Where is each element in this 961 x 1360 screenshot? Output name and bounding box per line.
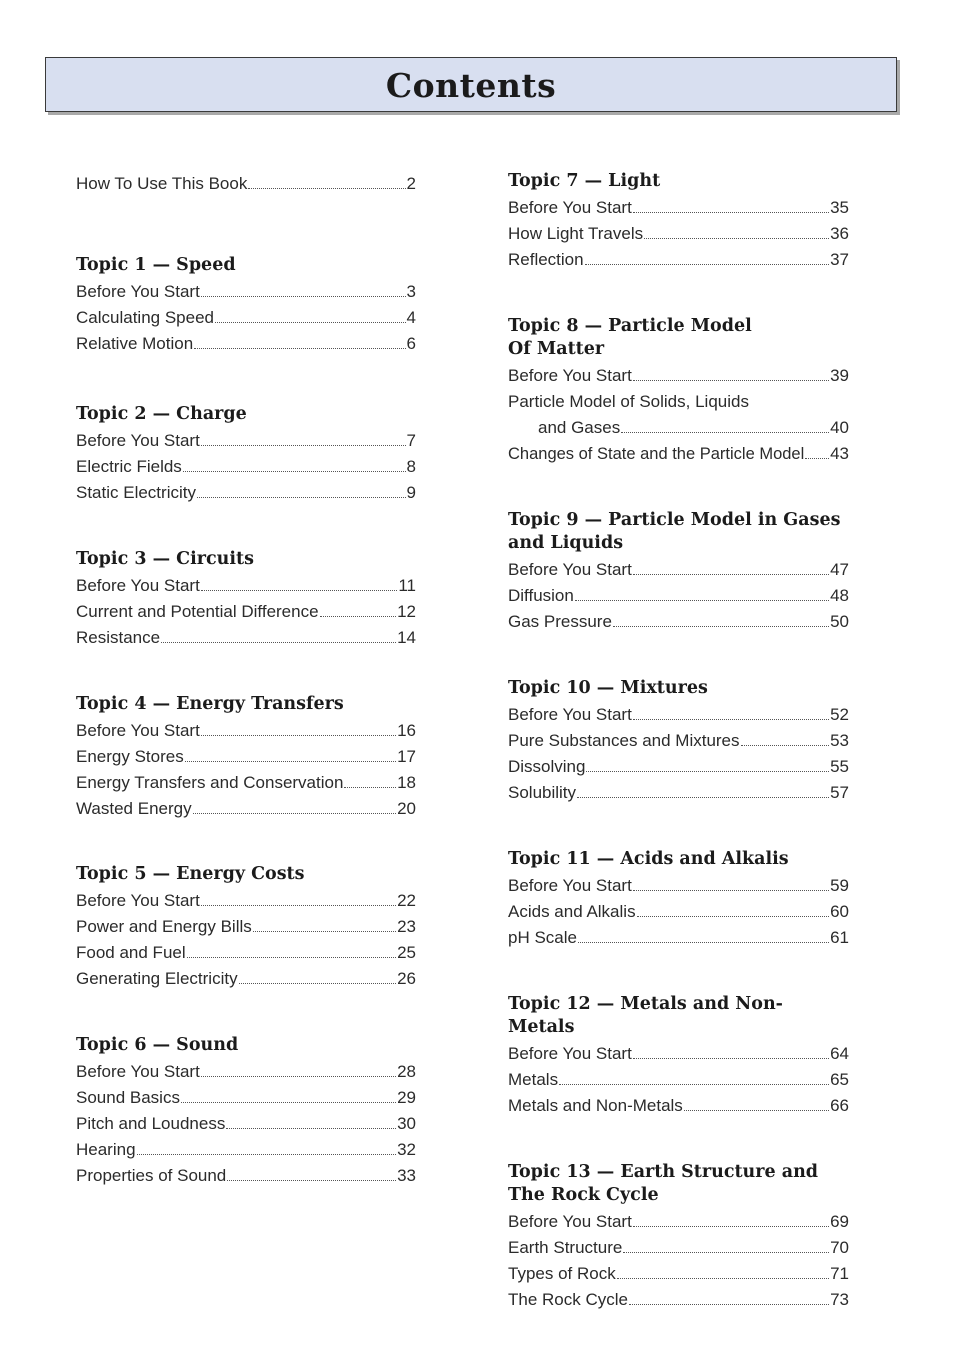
toc-entry-label: Gas Pressure	[508, 612, 612, 631]
toc-page-number: 28	[397, 1062, 416, 1081]
topic-heading: Topic 2 — Charge	[76, 404, 247, 424]
toc-entry-label: pH Scale	[508, 928, 577, 947]
toc-entry[interactable]	[76, 914, 416, 940]
dot-leader	[344, 787, 396, 788]
toc-page-number: 22	[397, 891, 416, 910]
toc-entry-label: Solubility	[508, 783, 577, 802]
toc-page-number: 37	[830, 250, 849, 269]
contents-header-banner	[45, 57, 897, 112]
dot-leader	[201, 445, 406, 446]
toc-entry-label: How To Use This Book	[76, 174, 248, 193]
dot-leader	[621, 432, 829, 433]
topic-heading-line: The Rock Cycle	[508, 1185, 659, 1205]
topic-heading-line: Topic 8 — Particle Model	[508, 316, 752, 336]
dot-leader	[248, 188, 405, 189]
toc-page-number: 32	[397, 1140, 416, 1159]
toc-entry[interactable]	[76, 573, 416, 599]
toc-entry-label: Energy Stores	[76, 747, 184, 766]
toc-entry-label: Before You Start	[76, 431, 200, 450]
dot-leader	[226, 1128, 396, 1129]
toc-page-number: 4	[406, 308, 416, 327]
toc-page-number: 57	[830, 783, 849, 802]
toc-entry-label: Static Electricity	[76, 483, 196, 502]
topic-section-5	[76, 863, 416, 992]
toc-page-number: 26	[397, 969, 416, 988]
toc-page-number: 12	[397, 602, 416, 621]
toc-entry-label: Energy Transfers and Conservation	[76, 773, 344, 792]
dot-leader	[161, 642, 396, 643]
toc-page-number: 8	[406, 457, 416, 476]
dot-leader	[633, 212, 829, 213]
dot-leader	[633, 1058, 829, 1059]
toc-page-number: 30	[397, 1114, 416, 1133]
toc-page-number: 33	[397, 1166, 416, 1185]
toc-entry-label: Before You Start	[508, 198, 632, 217]
dot-leader	[193, 813, 396, 814]
toc-entry-label: Before You Start	[508, 366, 632, 385]
toc-entry[interactable]	[508, 1209, 849, 1235]
topic-section-13	[508, 1161, 849, 1313]
topic-heading	[508, 1161, 849, 1207]
topic-heading	[508, 509, 849, 555]
toc-entry-label: Before You Start	[76, 576, 200, 595]
dot-leader	[227, 1180, 396, 1181]
toc-page-number: 43	[830, 444, 849, 463]
toc-entry[interactable]	[508, 925, 849, 951]
toc-page-number: 20	[397, 799, 416, 818]
toc-page-number: 29	[397, 1088, 416, 1107]
toc-page-number: 47	[830, 560, 849, 579]
toc-page-number: 7	[406, 431, 416, 450]
toc-entry[interactable]	[76, 1137, 416, 1163]
dot-leader	[637, 916, 830, 917]
topic-heading	[508, 315, 849, 361]
dot-leader	[137, 1154, 397, 1155]
toc-page-number: 53	[830, 731, 849, 750]
toc-entry-label: Relative Motion	[76, 334, 194, 353]
toc-entry[interactable]	[508, 415, 849, 441]
toc-entry-label: Earth Structure	[508, 1238, 623, 1257]
dot-leader	[185, 761, 396, 762]
toc-entry-label: Generating Electricity	[76, 969, 238, 988]
toc-entry[interactable]	[76, 279, 416, 305]
toc-entry[interactable]	[508, 221, 849, 247]
toc-page-number: 71	[830, 1264, 849, 1283]
toc-page-number: 55	[830, 757, 849, 776]
toc-page-number: 18	[397, 773, 416, 792]
toc-entry[interactable]	[76, 940, 416, 966]
toc-entry-how-to-use[interactable]	[76, 171, 416, 197]
topic-heading: Topic 11 — Acids and Alkalis	[508, 849, 789, 869]
toc-entry-label: Before You Start	[76, 282, 200, 301]
toc-entry[interactable]	[76, 428, 416, 454]
toc-entry-label: Before You Start	[508, 705, 632, 724]
toc-entry-label: Resistance	[76, 628, 161, 647]
toc-entry[interactable]	[76, 744, 416, 770]
toc-page-number: 64	[830, 1044, 849, 1063]
toc-page-number: 3	[406, 282, 416, 301]
topic-heading: Topic 5 — Energy Costs	[76, 864, 305, 884]
toc-entry[interactable]	[508, 195, 849, 221]
topic-heading: Topic 7 — Light	[508, 171, 661, 191]
toc-entry[interactable]	[76, 305, 416, 331]
toc-page-number: 14	[397, 628, 416, 647]
dot-leader	[201, 735, 396, 736]
toc-entry[interactable]	[76, 966, 416, 992]
toc-entry[interactable]	[508, 702, 849, 728]
toc-page-number: 66	[830, 1096, 849, 1115]
dot-leader	[585, 264, 829, 265]
toc-entry-label: Dissolving	[508, 757, 586, 776]
topic-section-11	[508, 848, 849, 951]
toc-entry[interactable]	[76, 1163, 416, 1189]
toc-entry-label: Diffusion	[508, 586, 574, 605]
toc-entry[interactable]	[508, 728, 849, 754]
toc-entry[interactable]	[508, 557, 849, 583]
topic-heading: Topic 3 — Circuits	[76, 549, 254, 569]
toc-entry[interactable]	[76, 1059, 416, 1085]
topic-section-1	[76, 254, 416, 357]
dot-leader	[633, 574, 829, 575]
topic-heading: Topic 6 — Sound	[76, 1035, 239, 1055]
topic-heading-line: Topic 13 — Earth Structure and	[508, 1162, 819, 1182]
toc-page-number: 70	[830, 1238, 849, 1257]
topic-section-2	[76, 403, 416, 506]
dot-leader	[577, 797, 829, 798]
toc-entry-label: Before You Start	[508, 876, 632, 895]
toc-page-number: 61	[830, 928, 849, 947]
dot-leader	[183, 471, 406, 472]
toc-entry[interactable]	[508, 899, 849, 925]
toc-entry-label: Before You Start	[76, 721, 200, 740]
toc-page-number: 2	[406, 174, 416, 193]
toc-page-number: 48	[830, 586, 849, 605]
dot-leader	[741, 745, 830, 746]
toc-entry-label: Before You Start	[76, 891, 200, 910]
toc-entry[interactable]	[508, 1287, 849, 1313]
toc-entry-label: Current and Potential Difference	[76, 602, 319, 621]
dot-leader	[684, 1110, 829, 1111]
toc-entry[interactable]	[76, 718, 416, 744]
toc-entry-label: Reflection	[508, 250, 584, 269]
toc-entry-label: Before You Start	[76, 1062, 200, 1081]
toc-entry[interactable]	[76, 480, 416, 506]
topic-section-10	[508, 677, 849, 806]
topic-section-9	[508, 509, 849, 635]
dot-leader	[253, 931, 396, 932]
topic-heading-line: and Liquids	[508, 533, 624, 553]
toc-page-number: 11	[398, 576, 416, 595]
toc-entry-label: Before You Start	[508, 1212, 632, 1231]
dot-leader	[633, 719, 829, 720]
dot-leader	[201, 590, 398, 591]
toc-entry-label: Electric Fields	[76, 457, 182, 476]
dot-leader	[197, 497, 406, 498]
topic-heading-line: Topic 9 — Particle Model in Gases	[508, 510, 841, 530]
toc-entry[interactable]	[508, 1041, 849, 1067]
toc-entry-label: Wasted Energy	[76, 799, 192, 818]
toc-entry-label-line[interactable]: Particle Model of Solids, Liquids	[508, 392, 749, 411]
topic-heading: Topic 12 — Metals and Non-Metals	[508, 994, 783, 1037]
topic-section-12	[508, 993, 849, 1119]
topic-section-4	[76, 693, 416, 822]
dot-leader	[613, 626, 829, 627]
toc-entry[interactable]	[76, 454, 416, 480]
topic-section-7	[508, 170, 849, 273]
dot-leader	[578, 942, 829, 943]
toc-entry[interactable]	[508, 441, 849, 467]
toc-page-number: 6	[406, 334, 416, 353]
toc-entry-label: How Light Travels	[508, 224, 644, 243]
toc-page-number: 17	[397, 747, 416, 766]
dot-leader	[187, 957, 396, 958]
toc-page-number: 23	[397, 917, 416, 936]
toc-entry[interactable]	[76, 796, 416, 822]
toc-page-number: 65	[830, 1070, 849, 1089]
toc-entry[interactable]	[508, 754, 849, 780]
dot-leader	[644, 238, 829, 239]
toc-entry-label: Food and Fuel	[76, 943, 186, 962]
toc-page-number: 39	[830, 366, 849, 385]
toc-entry-label: Changes of State and the Particle Model	[508, 445, 805, 463]
toc-entry-label: Types of Rock	[508, 1264, 616, 1283]
toc-entry[interactable]	[508, 1261, 849, 1287]
toc-entry-label: Before You Start	[508, 560, 632, 579]
toc-page-number: 52	[830, 705, 849, 724]
dot-leader	[239, 983, 397, 984]
toc-entry[interactable]	[76, 770, 416, 796]
dot-leader	[181, 1102, 396, 1103]
toc-entry[interactable]	[508, 1067, 849, 1093]
topic-section-8	[508, 315, 849, 467]
dot-leader	[586, 771, 829, 772]
toc-entry[interactable]	[508, 609, 849, 635]
toc-page-number: 25	[397, 943, 416, 962]
topic-heading-line: Of Matter	[508, 339, 605, 359]
toc-entry[interactable]	[508, 1235, 849, 1261]
dot-leader	[201, 905, 396, 906]
toc-entry-label: Properties of Sound	[76, 1166, 227, 1185]
dot-leader	[194, 348, 405, 349]
topic-section-3	[76, 548, 416, 651]
toc-entry[interactable]	[508, 247, 849, 273]
dot-leader	[215, 322, 406, 323]
toc-entry[interactable]	[76, 625, 416, 651]
toc-entry[interactable]	[508, 780, 849, 806]
contents-left-column	[76, 170, 416, 1189]
dot-leader	[633, 890, 829, 891]
dot-leader	[633, 380, 829, 381]
toc-entry-label: Metals and Non-Metals	[508, 1096, 683, 1115]
dot-leader	[575, 600, 829, 601]
toc-entry[interactable]	[508, 1093, 849, 1119]
toc-entry[interactable]	[508, 873, 849, 899]
toc-entry-label: and Gases	[538, 418, 621, 437]
toc-page-number: 69	[830, 1212, 849, 1231]
topic-heading: Topic 10 — Mixtures	[508, 678, 708, 698]
toc-entry-label: Before You Start	[508, 1044, 632, 1063]
toc-page-number: 73	[830, 1290, 849, 1309]
page-title: Contents	[385, 66, 557, 105]
topic-heading: Topic 1 — Speed	[76, 255, 236, 275]
topic-section-6	[76, 1034, 416, 1189]
toc-page-number: 60	[830, 902, 849, 921]
toc-page-number: 59	[830, 876, 849, 895]
toc-entry[interactable]	[76, 888, 416, 914]
toc-entry[interactable]	[508, 363, 849, 389]
toc-entry-label: Pitch and Loudness	[76, 1114, 226, 1133]
toc-entry[interactable]	[76, 331, 416, 357]
toc-page-number: 50	[830, 612, 849, 631]
dot-leader	[320, 616, 397, 617]
toc-page-number: 16	[397, 721, 416, 740]
toc-entry-label: The Rock Cycle	[508, 1290, 628, 1309]
toc-entry[interactable]	[508, 583, 849, 609]
topic-heading: Topic 4 — Energy Transfers	[76, 694, 344, 714]
toc-entry-label: Power and Energy Bills	[76, 917, 252, 936]
toc-entry[interactable]	[76, 1085, 416, 1111]
toc-entry-label: Metals	[508, 1070, 559, 1089]
dot-leader	[201, 1076, 396, 1077]
dot-leader	[559, 1084, 829, 1085]
toc-page-number: 36	[830, 224, 849, 243]
toc-entry-label: Calculating Speed	[76, 308, 214, 327]
toc-entry-label: Hearing	[76, 1140, 136, 1159]
toc-page-number: 35	[830, 198, 849, 217]
dot-leader	[623, 1252, 829, 1253]
dot-leader	[617, 1278, 829, 1279]
toc-entry[interactable]	[76, 1111, 416, 1137]
toc-entry-label: Sound Basics	[76, 1088, 180, 1107]
toc-entry[interactable]	[76, 599, 416, 625]
dot-leader	[201, 296, 406, 297]
toc-page-number: 40	[830, 418, 849, 437]
contents-right-column	[508, 170, 849, 1313]
toc-entry-label: Acids and Alkalis	[508, 902, 636, 921]
dot-leader	[629, 1304, 829, 1305]
toc-page-number: 9	[406, 483, 416, 502]
toc-entry-label: Pure Substances and Mixtures	[508, 731, 740, 750]
dot-leader	[805, 458, 829, 459]
dot-leader	[633, 1226, 829, 1227]
